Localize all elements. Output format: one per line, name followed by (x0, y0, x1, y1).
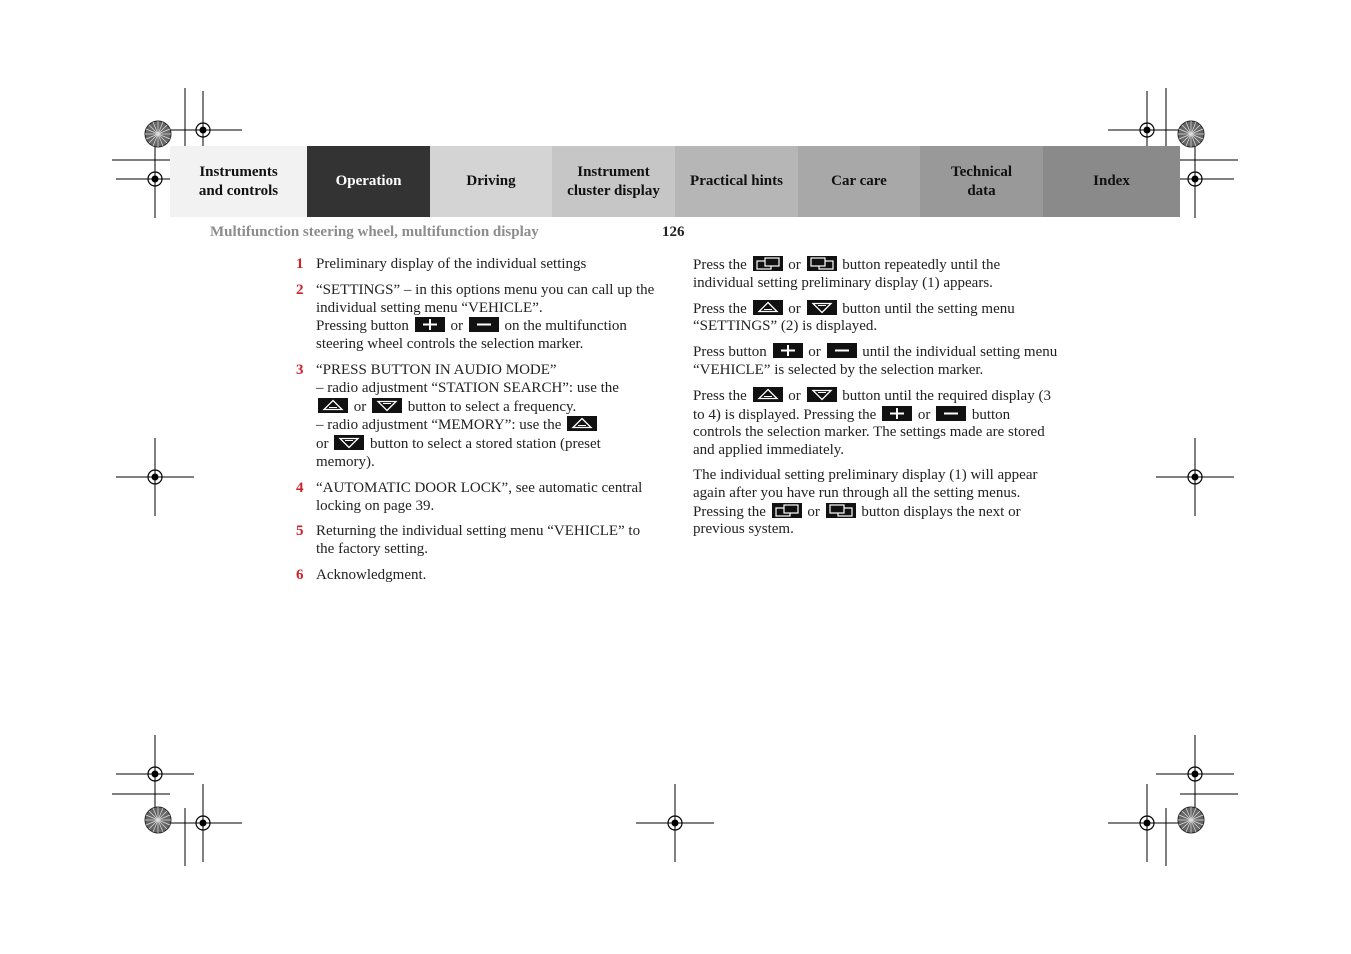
tab-operation[interactable]: Operation (307, 146, 430, 217)
minus-button-icon (936, 406, 966, 421)
tab-instruments-and-controls[interactable]: Instruments and controls (170, 146, 307, 217)
legend-number: 5 (296, 523, 304, 540)
instruction-paragraph (693, 256, 1061, 293)
display-next-button-icon (753, 256, 783, 271)
up-button-icon (567, 416, 597, 431)
legend-item-6 (296, 567, 656, 585)
tab-car-care[interactable]: Car care (798, 146, 920, 217)
text-run: or (784, 387, 805, 404)
legend-number: 6 (296, 566, 304, 583)
text-run: “SETTINGS” – in this options menu you can call up the individual setting menu “VEHICLE”. (316, 281, 655, 316)
text-run: “AUTOMATIC DOOR LOCK”, see automatic central locking on page 39. (316, 479, 643, 514)
legend-item-1 (296, 256, 656, 274)
tab-driving[interactable]: Driving (430, 146, 552, 217)
instruction-paragraph (693, 300, 1061, 337)
text-run: Preliminary display of the individual settings (316, 256, 587, 272)
tab-practical-hints[interactable]: Practical hints (675, 146, 798, 217)
text-run: The individual setting preliminary display (1) will appear again after you have run through all the setting menus. Pressing the (693, 466, 1038, 520)
text-run: – radio adjustment “MEMORY”: use the (316, 417, 566, 434)
plus-button-icon (773, 343, 803, 358)
down-button-icon (807, 300, 837, 315)
up-button-icon (753, 300, 783, 315)
legend-item-5 (296, 523, 656, 559)
section-title: Multifunction steering wheel, multifunction display (210, 224, 539, 240)
text-run: button until the required display (3 to 4) is displayed. Pressing the (693, 387, 1051, 423)
legend-number: 1 (296, 256, 304, 272)
page-number: 126 (662, 224, 685, 240)
display-prev-button-icon (826, 503, 856, 518)
text-run: button to select a stored station (preset memory). (316, 436, 601, 470)
text-run: Acknowledgment. (316, 566, 427, 583)
down-button-icon (372, 398, 402, 413)
instruction-paragraph (693, 467, 1061, 539)
legend-item-2 (296, 282, 656, 354)
text-run: on the multifunction steering wheel controls the selection marker. (316, 318, 627, 353)
display-next-button-icon (772, 503, 802, 518)
legend-item-3 (296, 362, 656, 472)
plus-button-icon (882, 406, 912, 421)
display-prev-button-icon (807, 256, 837, 271)
up-button-icon (753, 387, 783, 402)
legend-number: 3 (296, 361, 304, 378)
minus-button-icon (827, 343, 857, 358)
text-run: button displays the next or previous system. (693, 503, 1021, 538)
section-tab-bar (170, 146, 1180, 217)
legend-number: 2 (296, 281, 304, 298)
legend-item-4 (296, 480, 656, 516)
text-run: or (446, 318, 467, 335)
instruction-paragraph (693, 343, 1061, 380)
plus-button-icon (415, 317, 445, 332)
legend-number: 4 (296, 479, 304, 496)
text-run: “PRESS BUTTON IN AUDIO MODE” (316, 361, 557, 378)
text-run: or (804, 344, 825, 361)
down-button-icon (334, 435, 364, 450)
text-run: or (803, 503, 824, 520)
text-run: or (784, 257, 805, 273)
text-run: Returning the individual setting menu “VEHICLE” to the factory setting. (316, 523, 641, 558)
text-run: button until the setting menu “SETTINGS” (2) is displayed. (693, 300, 1015, 335)
text-run: or (350, 398, 370, 415)
up-button-icon (318, 398, 348, 413)
text-run: Press the (693, 257, 751, 273)
text-run: or (316, 436, 333, 453)
text-run: button to select a frequency. (404, 398, 577, 415)
text-run: or (914, 406, 935, 423)
instruction-paragraph (693, 387, 1061, 460)
tab-instrument-cluster-display[interactable]: Instrument cluster display (552, 146, 675, 217)
text-run: until the individual setting menu “VEHICLE” is selected by the selection marker. (693, 344, 1058, 378)
text-run: – radio adjustment “STATION SEARCH”: use the (316, 379, 619, 396)
down-button-icon (807, 387, 837, 402)
tab-technical-data[interactable]: Technical data (920, 146, 1043, 217)
text-run: Pressing button (316, 318, 413, 335)
tab-index[interactable]: Index (1043, 146, 1180, 217)
text-run: Press button (693, 344, 771, 361)
text-run: Press the (693, 387, 751, 404)
text-run: Press the (693, 300, 751, 317)
text-run: button repeatedly until the individual setting preliminary display (1) appears. (693, 257, 1001, 291)
text-run: or (784, 300, 805, 317)
text-run: button controls the selection marker. The settings made are stored and applied immediately. (693, 406, 1045, 459)
minus-button-icon (469, 317, 499, 332)
instructions-column (693, 256, 1061, 546)
settings-legend-list (296, 256, 656, 593)
